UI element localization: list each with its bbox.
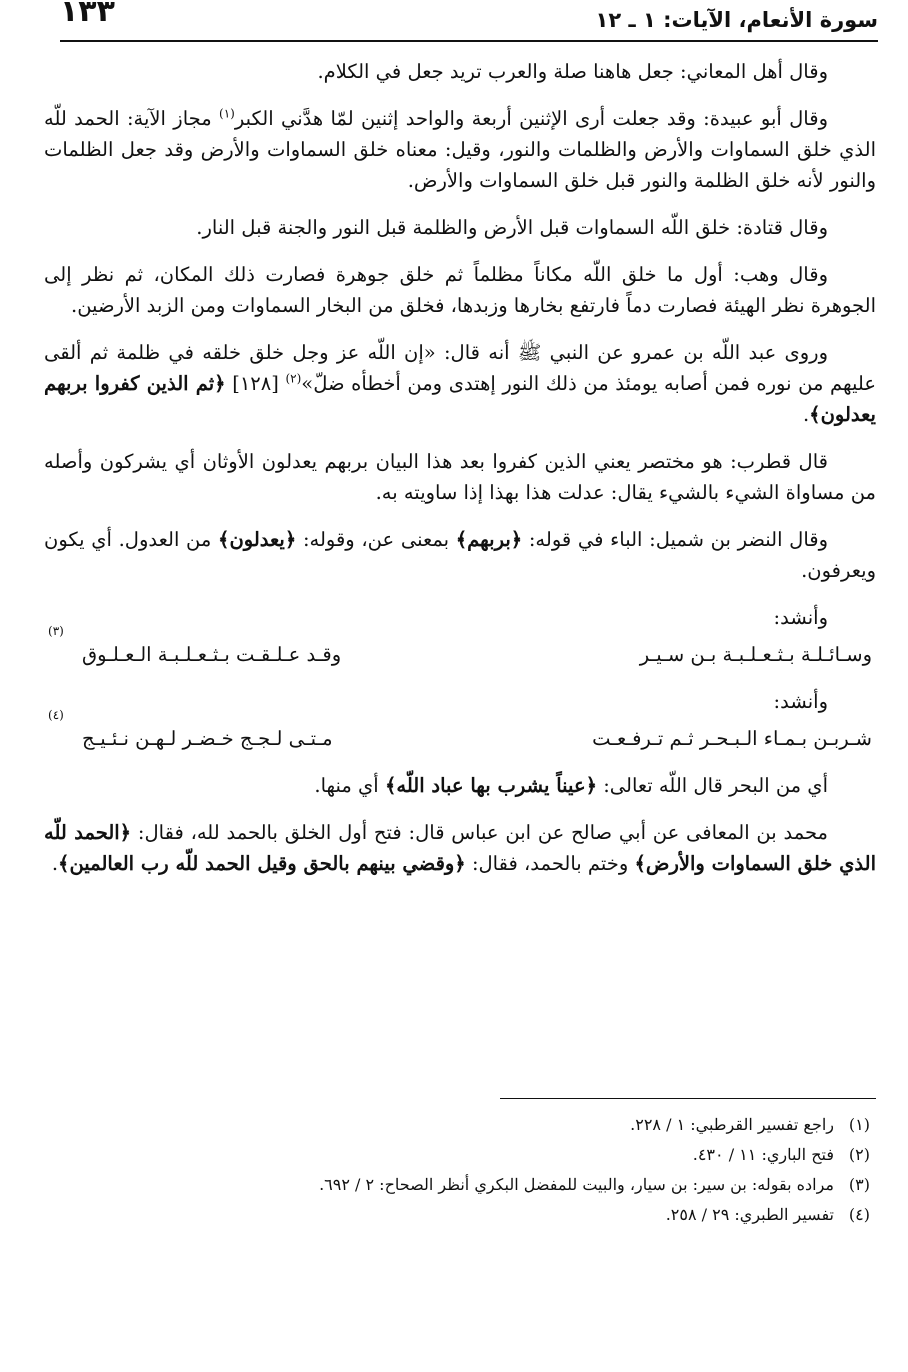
anshad-label-2: وأنشد: — [773, 690, 828, 713]
verse-2: شـربـن بـمـاء الـبـحـر ثـم تـرفـعـت مـتـى لـجـج خـضـر لـهـن نـئـيـج (٤) — [44, 723, 876, 754]
paragraph-ahl-al-maani: وقال أهل المعاني: جعل هاهنا صلة والعرب تريد جعل في الكلام. — [317, 60, 828, 83]
verse-1: وسـائـلـة بـثـعـلـبـة بـن سـيـر وقـد عـلـقـت بـثـعـلـبـة الـعـلـوق (٣) — [44, 639, 876, 670]
paragraph-ibn-abbas: محمد بن المعافى عن أبي صالح عن ابن عباس قال: فتح أول الخلق بالحمد لله، فقال: ﴿الحمد للّه الذي خلق السماوات والأرض﴾ وختم بالحمد، فقال: ﴿وقضي بينهم بالحق وقيل الحمد للّه رب العالمين﴾. — [44, 821, 876, 875]
footnote-number: (٢) — [848, 1145, 870, 1164]
footnote-number: (٣) — [848, 1175, 870, 1194]
quran-quote: ﴿بربهم﴾ — [455, 528, 523, 551]
footnote-text: تفسير الطبري: ٢٩ / ٢٥٨. — [665, 1205, 834, 1224]
paragraph-qutrub: قال قطرب: هو مختصر يعني الذين كفروا بعد هذا البيان بربهم يعدلون الأوثان أي يشركون وأصله من مساواة الشيء بالشيء يقال: عدلت هذا بهذا إذا ساويته به. — [44, 450, 876, 504]
footnote-1 — [44, 1110, 870, 1140]
running-title: سورة الأنعام، الآيات: ١ ـ ١٢ — [595, 8, 878, 32]
verse-2-second-hemistich: مـتـى لـجـج خـضـر لـهـن نـئـيـج — [82, 727, 333, 750]
verse-2-first-hemistich: شـربـن بـمـاء الـبـحـر ثـم تـرفـعـت — [592, 727, 872, 750]
page-header — [60, 0, 878, 42]
footnote-ref-2[interactable]: (٢) — [285, 371, 302, 386]
quran-quote: ﴿الحمد للّه الذي خلق السماوات والأرض﴾ — [44, 821, 876, 875]
verse-1-first-hemistich: وسـائـلـة بـثـعـلـبـة بـن سـيـر — [639, 643, 872, 666]
paragraph-abdullah-ibn-amr: وروى عبد اللّه بن عمرو عن النبي ﷺ أنه قال: «إن اللّه عز وجل خلق خلقه في ظلمة ثم ألقى عليهم من نوره فمن أصابه يومئذ من ذلك النور إهتدى ومن أخطأه ضلّ»$^{(٢)}$ [١٢٨] ﴿ثم الذين كفروا بربهم يعدلون﴾. — [44, 341, 876, 426]
footnotes — [44, 1110, 870, 1230]
anshad-label-1: وأنشد: — [773, 606, 828, 629]
quran-quote: ﴿يعدلون﴾ — [218, 528, 297, 551]
paragraph-abu-ubayda: وقال أبو عبيدة: وقد جعلت أرى الإثنين أربعة والواحد إثنين لمّا هدَّني الكبر$^{(١)}$ مجاز الآية: الحمد للّه الذي خلق السماوات والأرض والظلمات والنور، وقيل: معناه خلق السماوات والأرض وقد جعل الظلمات والنور لأنه خلق الظلمة والنور قبل خلق السماوات والأرض. — [44, 106, 876, 192]
quran-quote: ﴿وقضي بينهم بالحق وقيل الحمد للّه رب العالمين﴾ — [58, 852, 466, 875]
main-text — [44, 56, 876, 895]
paragraph-qatada: وقال قتادة: خلق اللّه السماوات قبل الأرض والظلمة قبل النور والجنة قبل النار. — [196, 216, 828, 239]
footnote-text: راجع تفسير القرطبي: ١ / ٢٢٨. — [630, 1115, 834, 1134]
footnote-ref-1[interactable]: (١) — [219, 106, 235, 121]
footnote-4 — [44, 1200, 870, 1230]
footnote-3 — [44, 1170, 870, 1200]
footnote-separator — [500, 1098, 876, 1099]
footnote-number: (١) — [848, 1115, 870, 1134]
paragraph-nadr-ibn-shumayl: وقال النضر بن شميل: الباء في قوله: ﴿بربهم﴾ بمعنى عن، وقوله: ﴿يعدلون﴾ من العدول. أي يكون ويعرفون. — [44, 528, 876, 582]
quran-quote: ﴿عيناً يشرب بها عباد اللّه﴾ — [384, 774, 597, 797]
paragraph-min-al-bahr: أي من البحر قال اللّه تعالى: ﴿عيناً يشرب بها عباد اللّه﴾ أي منها. — [314, 774, 828, 797]
page-number: ١٣٣ — [60, 0, 115, 29]
footnote-number: (٤) — [848, 1205, 870, 1224]
verse-1-second-hemistich: وقـد عـلـقـت بـثـعـلـبـة الـعـلـوق — [82, 643, 342, 666]
quran-quote: ﴿ثم الذين كفروا بربهم يعدلون﴾ — [44, 372, 876, 426]
footnote-2 — [44, 1140, 870, 1170]
paragraph-wahb: وقال وهب: أول ما خلق اللّه مكاناً مظلماً ثم خلق جوهرة فصارت ذلك المكان، ثم نظر إلى الجوهرة نظر الهيئة فصارت دماً فارتفع بخارها وزبدها، فخلق من البخار السماوات ومن الزبد الأرضين. — [44, 263, 876, 317]
footnote-text: مراده بقوله: بن سير: بن سيار، والبيت للمفضل البكري أنظر الصحاح: ٢ / ٦٩٢. — [319, 1175, 834, 1194]
footnote-text: فتح الباري: ١١ / ٤٣٠. — [692, 1145, 834, 1164]
